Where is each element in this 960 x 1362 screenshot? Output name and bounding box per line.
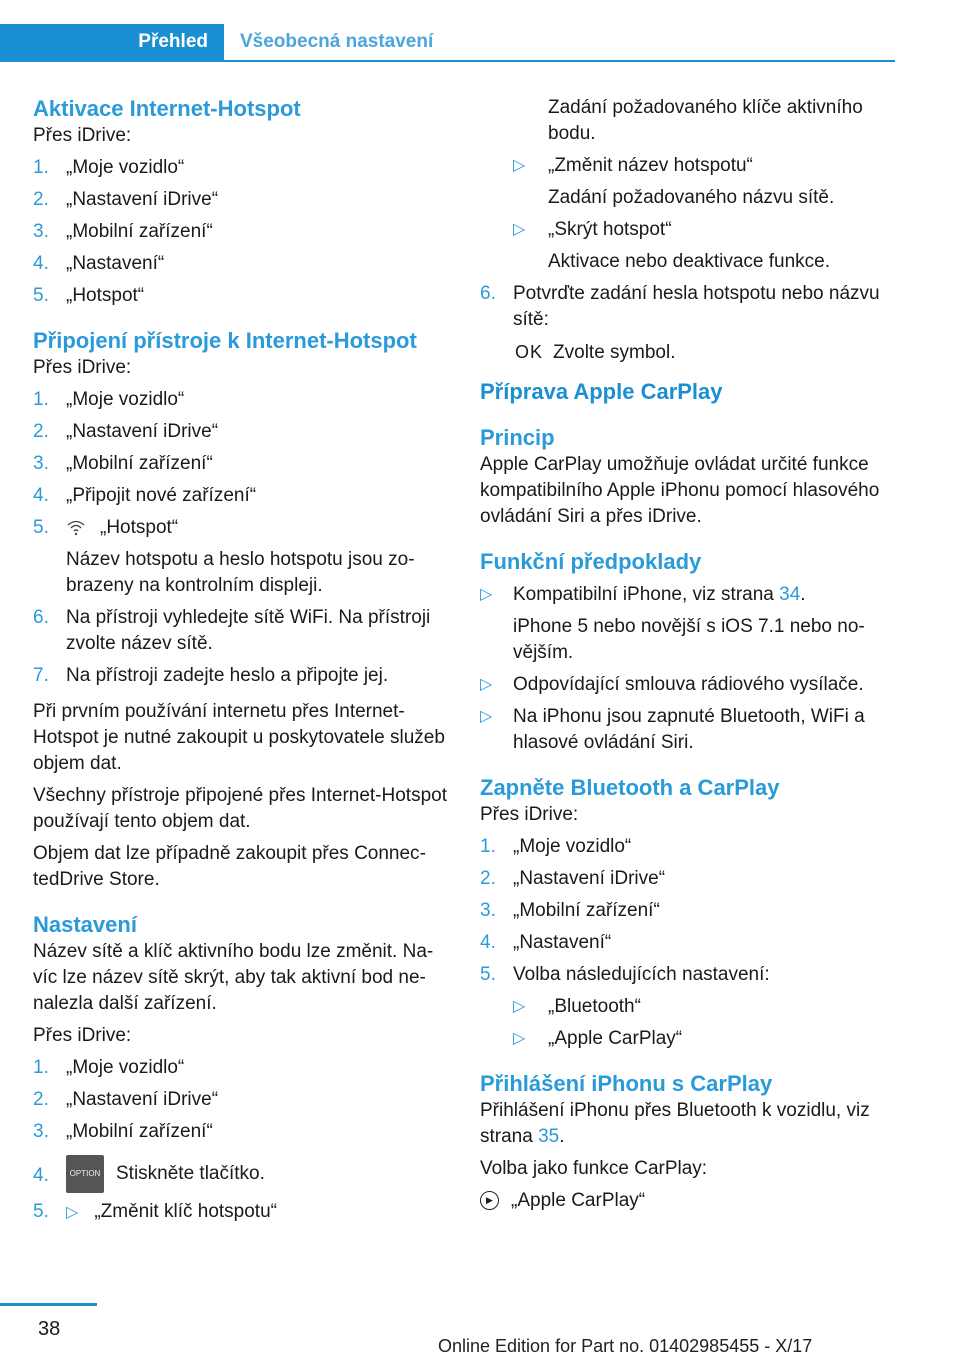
paragraph: Přes iDrive: [33,357,132,378]
list-item: 4. „Nastavení“ [480,932,612,953]
paragraph: Apple CarPlay umožňuje ovládat určité funkce kompatibilního Apple iPhonu pomocí hlasového ovládání Siri a přes iDrive. [480,454,880,527]
list-item: 6. Potvrďte zadání hesla hotspotu nebo názvu sítě: OK Zvolte symbol. [480,283,880,363]
wifi-icon [66,518,86,538]
list-item: ▷ „Změnit název hotspotu“ Zadání požadovaného názvu sítě. [513,155,835,208]
header-tabs [0,24,895,62]
list-item: 3. „Mobilní zařízení“ [33,1121,213,1142]
list-item: 6. Na přístroji vyhledejte sítě WiFi. Na přístroji zvolte název sítě. [33,607,431,654]
left-column [33,95,451,1236]
list-item: 1. „Moje vozidlo“ [33,157,185,178]
triangle-bullet-icon: ▷ [66,1204,79,1221]
list-item: 4. OPTION Stiskněte tlačítko. [33,1155,451,1193]
list-item: 1. „Moje vozidlo“ [480,836,632,857]
list-item: 3. „Mobilní zařízení“ [33,221,213,242]
edition-footer: Online Edition for Part no. 01402985455 - X/17 [438,1336,813,1356]
paragraph: ▶ „Apple CarPlay“ [480,1188,898,1214]
list-item: 5. „Hotspot“ Název hotspotu a heslo hotspotu jsou zobrazeny na kontrolním displeji. [33,515,451,599]
heading-nastaveni: Nastavení [33,912,137,937]
list-item: ▷ „Apple CarPlay“ [513,1028,683,1049]
list-item: ▷ „Skrýt hotspot“ Aktivace nebo deaktivace funkce. [513,219,831,272]
page-link-35[interactable]: 35 [538,1126,560,1147]
list-item: 1. „Moje vozidlo“ [33,1057,185,1078]
footer-rule [0,1303,97,1306]
header-rule [224,60,895,62]
paragraph: Přihlášení iPhonu přes Bluetooth k vozidlu, viz strana 35. [480,1100,870,1147]
list-item: 1. „Moje vozidlo“ [33,389,185,410]
list-item: 4. „Nastavení“ [33,253,165,274]
sub-options-list [480,153,898,275]
steps-list-4 [480,834,898,1052]
heading-pripojeni: Připojení přístroje k Internet-Hotspot [33,328,417,353]
paragraph: Přes iDrive: [33,125,132,146]
tab-prehled-label: Přehled [138,31,208,52]
list-item: 5. Volba následujících nastavení: ▷ „Bluetooth“ ▷ „Apple CarPlay“ [480,962,898,1052]
heading-aktivace: Aktivace Internet-Hotspot [33,96,301,121]
heading-zapnete: Zapněte Bluetooth a CarPlay [480,775,780,800]
tab-vseobecna-nastaveni[interactable]: Všeobecná nastavení [240,31,434,52]
list-item: 3. „Mobilní zařízení“ [33,453,213,474]
page-number: 38 [38,1318,61,1340]
list-item: 5. ▷ „Změnit klíč hotspotu“ [33,1201,277,1222]
tab-prehled[interactable] [0,24,224,62]
list-item: ▷ Odpovídající smlouva rádiového vysílače. [480,674,864,695]
list-item: 2. „Nastavení iDrive“ [33,421,219,442]
ok-icon: OK [515,342,544,362]
play-circle-icon: ▶ [480,1191,499,1210]
paragraph: Přes iDrive: [480,804,579,825]
paragraph: Všechny přístroje připojené přes Internet-Hotspot používají tento objem dat. [33,785,447,832]
heading-princip: Princip [480,425,555,450]
steps-list-3 [33,1055,451,1226]
list-item: 2. „Nastavení iDrive“ [480,868,666,889]
steps-list-1 [33,155,451,309]
paragraph: Při prvním používání internetu přes Internet-Hotspot je nutné zakoupit u poskytovatele služeb objem dat. [33,701,445,774]
heading-priprava: Příprava Apple CarPlay [480,379,723,404]
paragraph: Přes iDrive: [33,1025,132,1046]
list-item: ▷ „Bluetooth“ [513,996,641,1017]
steps-list-cont [480,281,898,366]
list-item: 5. „Hotspot“ [33,285,145,306]
paragraph: Zadání požadovaného klíče aktivního bodu. [548,97,863,144]
option-button-icon: OPTION [66,1155,104,1193]
paragraph: Objem dat lze případně zakoupit přes ConnectedDrive Store. [33,843,426,890]
requirements-list [480,582,898,756]
steps-list-2 [33,387,451,689]
list-item: 2. „Nastavení iDrive“ [33,189,219,210]
list-item: 2. „Nastavení iDrive“ [33,1089,219,1110]
right-column [480,95,898,1220]
page-link-34[interactable]: 34 [779,584,801,605]
list-item-note: Název hotspotu a heslo hotspotu jsou zobrazeny na kontrolním displeji. [66,549,415,596]
paragraph: Volba jako funkce CarPlay: [480,1158,708,1179]
list-item: ▷ Kompatibilní iPhone, viz strana 34. iPhone 5 nebo novější s iOS 7.1 nebo novějším. [480,584,865,663]
heading-predpoklady: Funkční předpoklady [480,549,702,574]
paragraph: Název sítě a klíč aktivního bodu lze změnit. Navíc lze název sítě skrýt, aby tak aktivní bod nenalezla další zařízení. [33,941,434,1014]
list-item: 4. „Připojit nové zařízení“ [33,485,257,506]
heading-prihlaseni: Přihlášení iPhonu s CarPlay [480,1071,773,1096]
list-item: 7. Na přístroji zadejte heslo a připojte jej. [33,665,389,686]
list-item: 3. „Mobilní zařízení“ [480,900,660,921]
list-item: ▷ Na iPhonu jsou zapnuté Bluetooth, WiFi a hlasové ovládání Siri. [480,706,865,753]
